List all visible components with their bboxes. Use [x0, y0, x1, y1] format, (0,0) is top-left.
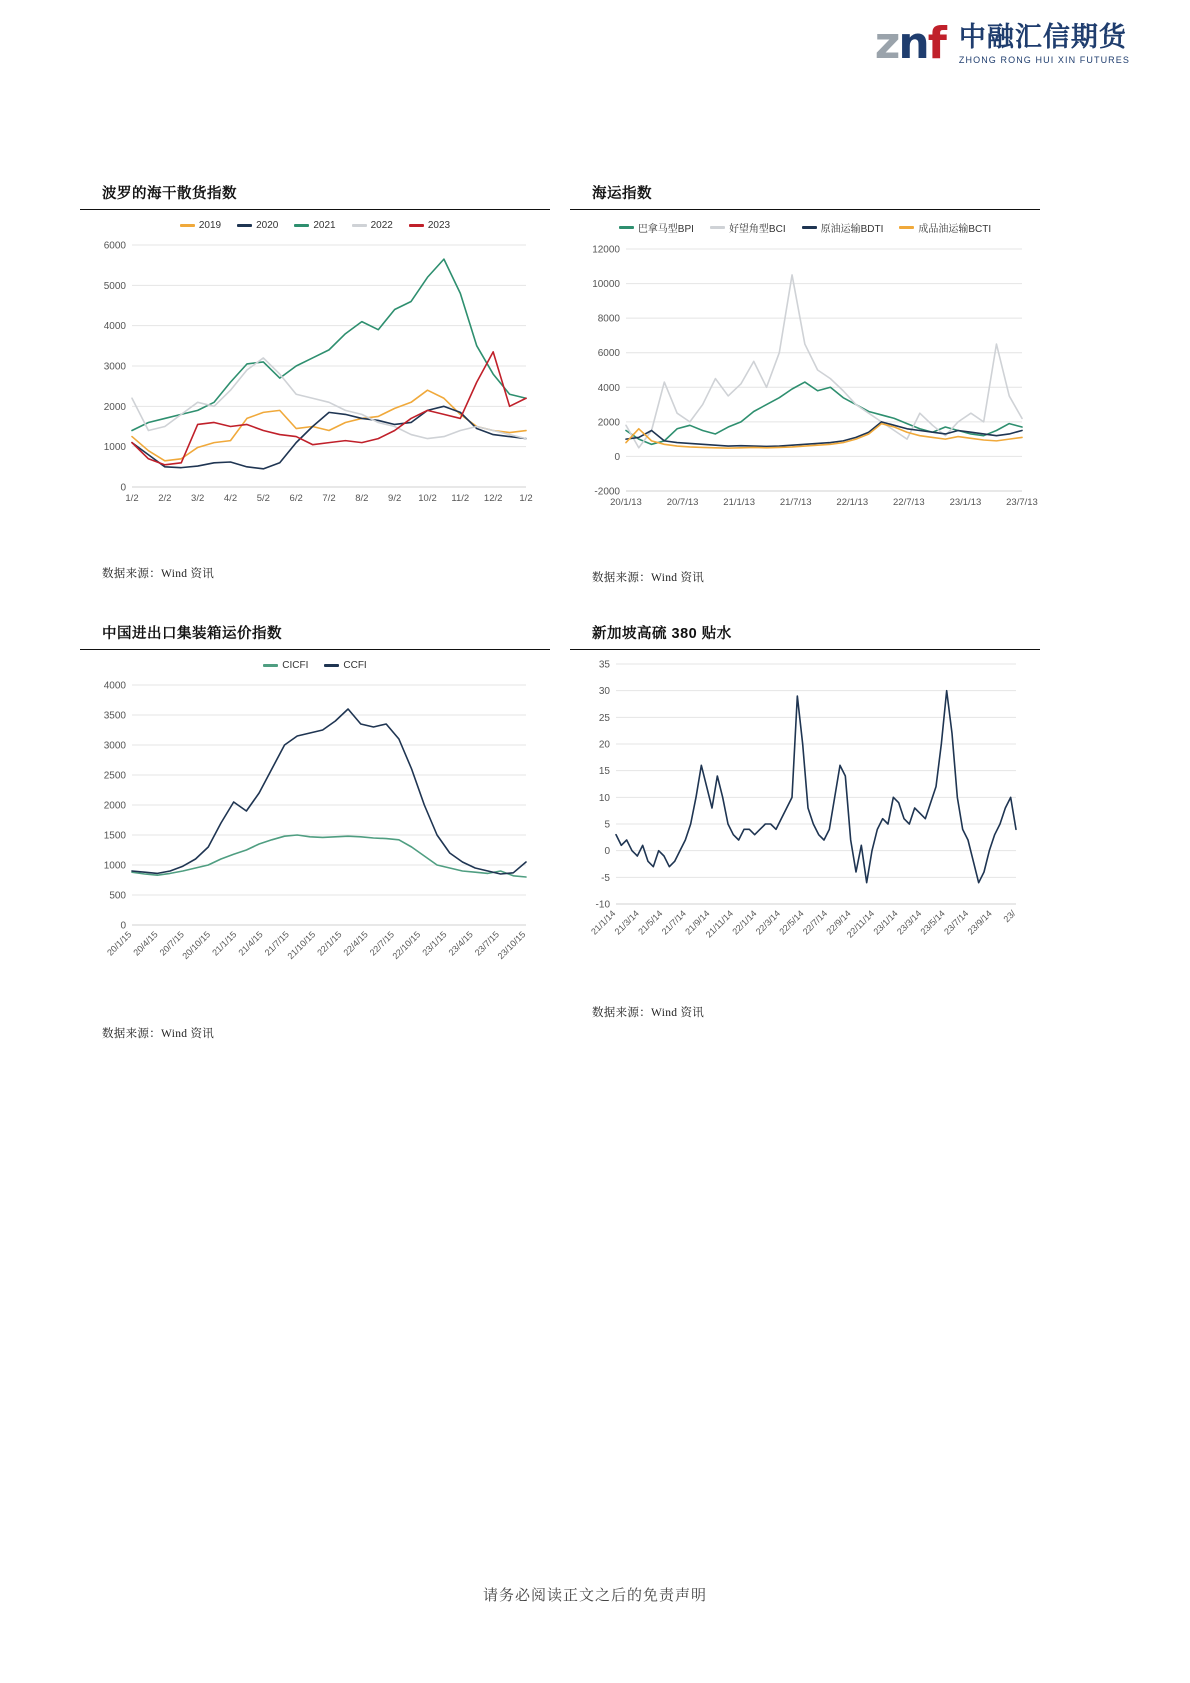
svg-text:22/10/15: 22/10/15 [390, 929, 423, 962]
svg-text:4000: 4000 [103, 680, 126, 692]
svg-text:21/1/14: 21/1/14 [589, 908, 618, 937]
svg-text:3500: 3500 [103, 710, 126, 722]
svg-text:12/2: 12/2 [483, 493, 503, 504]
svg-text:8000: 8000 [597, 313, 620, 325]
svg-text:2000: 2000 [103, 401, 126, 413]
svg-text:35: 35 [598, 659, 610, 671]
logo-mark-f: f [927, 18, 945, 69]
svg-text:22/4/15: 22/4/15 [341, 929, 370, 958]
svg-text:0: 0 [614, 451, 620, 463]
svg-text:1000: 1000 [103, 860, 126, 872]
svg-text:22/1/13: 22/1/13 [836, 497, 869, 508]
logo-mark-icon [874, 18, 945, 69]
legend-item [294, 220, 335, 231]
chart-bdi-svg [80, 231, 550, 521]
panel-sing380 [570, 622, 1040, 1020]
legend-label: 好望角型BCI [728, 224, 786, 235]
svg-text:2000: 2000 [103, 800, 126, 812]
svg-text:10/2: 10/2 [418, 493, 437, 504]
panel-rule [80, 209, 550, 210]
svg-text:10000: 10000 [592, 279, 620, 291]
legend-item [324, 660, 366, 671]
svg-text:21/5/14: 21/5/14 [636, 908, 665, 937]
logo-mark-z: z [874, 18, 899, 69]
svg-text:21/1/15: 21/1/15 [210, 929, 239, 958]
company-logo [874, 18, 1130, 69]
legend-item [619, 220, 694, 235]
svg-text:22/9/14: 22/9/14 [824, 908, 853, 937]
legend-item [352, 220, 393, 231]
svg-text:21/1/13: 21/1/13 [723, 497, 755, 508]
svg-text:8/2: 8/2 [355, 493, 369, 504]
legend-swatch-icon [710, 226, 725, 229]
svg-text:20/10/15: 20/10/15 [180, 929, 213, 962]
legend-label: 2023 [427, 220, 451, 231]
svg-text:-5: -5 [601, 872, 610, 884]
panel-title-cicfi: 中国进出口集装箱运价指数 [102, 626, 282, 642]
svg-text:22/7/14: 22/7/14 [800, 908, 830, 937]
panel-title-bdi: 波罗的海干散货指数 [102, 186, 237, 202]
chart-cicfi [80, 671, 550, 1001]
svg-text:2/2: 2/2 [158, 493, 172, 504]
svg-text:12000: 12000 [592, 244, 620, 256]
svg-text:4000: 4000 [597, 382, 620, 394]
svg-text:10: 10 [598, 792, 610, 804]
svg-text:23/1/14: 23/1/14 [871, 908, 900, 937]
svg-text:-2000: -2000 [594, 486, 620, 498]
legend-swatch-icon [619, 226, 634, 229]
svg-text:5000: 5000 [103, 280, 126, 292]
legend-item [899, 220, 991, 235]
legend-bdi [80, 220, 550, 231]
legend-label: CICFI [282, 660, 309, 671]
svg-text:6/2: 6/2 [289, 493, 303, 504]
svg-text:22/1/14: 22/1/14 [730, 908, 759, 937]
svg-text:23/7/15: 23/7/15 [472, 929, 502, 958]
panel-cicfi [80, 622, 550, 1041]
svg-text:21/3/14: 21/3/14 [612, 908, 641, 937]
legend-label: 成品油运输BCTI [918, 224, 992, 235]
svg-text:21/9/14: 21/9/14 [683, 908, 712, 937]
footer-disclaimer: 请务必阅读正文之后的免责声明 [482, 1587, 707, 1604]
panel-title-sing380: 新加坡高硫 380 贴水 [592, 626, 732, 642]
svg-text:5: 5 [604, 819, 610, 831]
svg-text:2000: 2000 [597, 417, 620, 429]
legend-item [180, 220, 221, 231]
legend-label: 巴拿马型BPI [637, 224, 694, 235]
svg-text:20: 20 [598, 739, 610, 751]
legend-label: 2022 [370, 220, 393, 231]
legend-item [263, 660, 308, 671]
legend-item [802, 220, 884, 235]
source-shipping: 数据来源：Wind 资讯 [592, 572, 705, 584]
panel-rule [80, 649, 550, 650]
legend-swatch-icon [352, 224, 367, 227]
svg-text:20/7/13: 20/7/13 [666, 497, 699, 508]
chart-shipping-svg [570, 235, 1040, 525]
svg-text:6000: 6000 [597, 348, 620, 360]
svg-text:3000: 3000 [103, 361, 126, 373]
logo-name-cn: 中融汇信期货 [958, 21, 1127, 52]
svg-text:23/7/13: 23/7/13 [1006, 497, 1038, 508]
legend-shipping [570, 220, 1040, 235]
legend-swatch-icon [802, 226, 817, 229]
source-cicfi: 数据来源：Wind 资讯 [102, 1028, 215, 1040]
svg-text:20/7/15: 20/7/15 [157, 929, 186, 958]
svg-text:21/4/15: 21/4/15 [236, 929, 265, 958]
svg-text:23/4/15: 23/4/15 [446, 929, 475, 958]
svg-text:21/10/15: 21/10/15 [285, 929, 318, 962]
panel-rule [570, 209, 1040, 210]
svg-text:9/2: 9/2 [388, 493, 402, 504]
svg-text:0: 0 [120, 482, 126, 494]
legend-swatch-icon [324, 664, 339, 667]
svg-text:3000: 3000 [103, 740, 126, 752]
legend-swatch-icon [294, 224, 309, 227]
svg-text:4000: 4000 [103, 321, 126, 333]
svg-text:23/10/15: 23/10/15 [495, 929, 528, 962]
legend-swatch-icon [899, 226, 914, 229]
svg-text:500: 500 [109, 890, 126, 902]
legend-item [237, 220, 278, 231]
legend-label: 2021 [313, 220, 336, 231]
svg-text:22/5/14: 22/5/14 [777, 908, 806, 937]
svg-text:6000: 6000 [103, 240, 126, 252]
svg-text:1500: 1500 [103, 830, 126, 842]
svg-text:20/1/13: 20/1/13 [610, 497, 642, 508]
svg-text:20/1/15: 20/1/15 [105, 929, 134, 958]
svg-text:20/4/15: 20/4/15 [131, 929, 160, 958]
svg-text:22/7/15: 22/7/15 [367, 929, 397, 958]
svg-text:22/11/14: 22/11/14 [844, 908, 877, 940]
svg-text:23/1/13: 23/1/13 [949, 497, 982, 508]
svg-text:21/7/13: 21/7/13 [779, 497, 812, 508]
source-bdi: 数据来源：Wind 资讯 [102, 568, 215, 580]
svg-text:15: 15 [598, 766, 610, 778]
svg-text:7/2: 7/2 [322, 493, 336, 504]
svg-text:23/3/14: 23/3/14 [894, 908, 924, 937]
legend-swatch-icon [237, 224, 252, 227]
legend-label: 原油运输BDTI [820, 224, 884, 235]
logo-name-en: ZHONG RONG HUI XIN FUTURES [958, 54, 1130, 65]
svg-text:2500: 2500 [103, 770, 126, 782]
svg-text:25: 25 [598, 712, 610, 724]
source-sing380: 数据来源：Wind 资讯 [592, 1007, 705, 1019]
svg-text:30: 30 [598, 686, 610, 698]
svg-text:21/7/15: 21/7/15 [262, 929, 292, 958]
chart-shipping [570, 235, 1040, 525]
legend-swatch-icon [263, 664, 278, 667]
legend-item [409, 220, 450, 231]
logo-mark-r: n [898, 18, 928, 69]
panel-bdi [80, 182, 550, 581]
svg-text:-10: -10 [595, 899, 610, 911]
legend-swatch-icon [180, 224, 195, 227]
panel-shipping [570, 182, 1040, 585]
svg-text:22/1/15: 22/1/15 [315, 929, 344, 958]
chart-sing380-svg [570, 650, 1040, 980]
svg-text:1/2: 1/2 [519, 493, 533, 504]
legend-label: 2020 [256, 220, 279, 231]
svg-text:5/2: 5/2 [256, 493, 270, 504]
legend-label: CCFI [343, 660, 367, 671]
svg-text:23/: 23/ [1001, 908, 1018, 925]
svg-text:11/2: 11/2 [451, 493, 470, 504]
panel-title-shipping: 海运指数 [592, 186, 652, 202]
svg-text:0: 0 [604, 846, 610, 858]
legend-item [710, 220, 786, 235]
svg-text:23/5/14: 23/5/14 [918, 908, 947, 937]
legend-swatch-icon [409, 224, 424, 227]
logo-text [958, 21, 1130, 65]
svg-text:1000: 1000 [103, 442, 126, 454]
legend-label: 2019 [198, 220, 222, 231]
chart-bdi [80, 231, 550, 521]
svg-text:21/7/14: 21/7/14 [659, 908, 689, 937]
svg-text:22/7/13: 22/7/13 [893, 497, 925, 508]
svg-text:0: 0 [120, 920, 126, 932]
svg-text:23/1/15: 23/1/15 [420, 929, 449, 958]
svg-text:21/11/14: 21/11/14 [703, 908, 736, 940]
svg-text:22/3/14: 22/3/14 [753, 908, 783, 937]
legend-cicfi [80, 660, 550, 671]
svg-text:3/2: 3/2 [191, 493, 205, 504]
chart-cicfi-svg [80, 671, 550, 1001]
chart-sing380 [570, 650, 1040, 980]
svg-text:4/2: 4/2 [223, 493, 238, 504]
svg-text:23/7/14: 23/7/14 [942, 908, 971, 937]
svg-text:1/2: 1/2 [125, 493, 139, 504]
svg-text:23/9/14: 23/9/14 [965, 908, 994, 937]
